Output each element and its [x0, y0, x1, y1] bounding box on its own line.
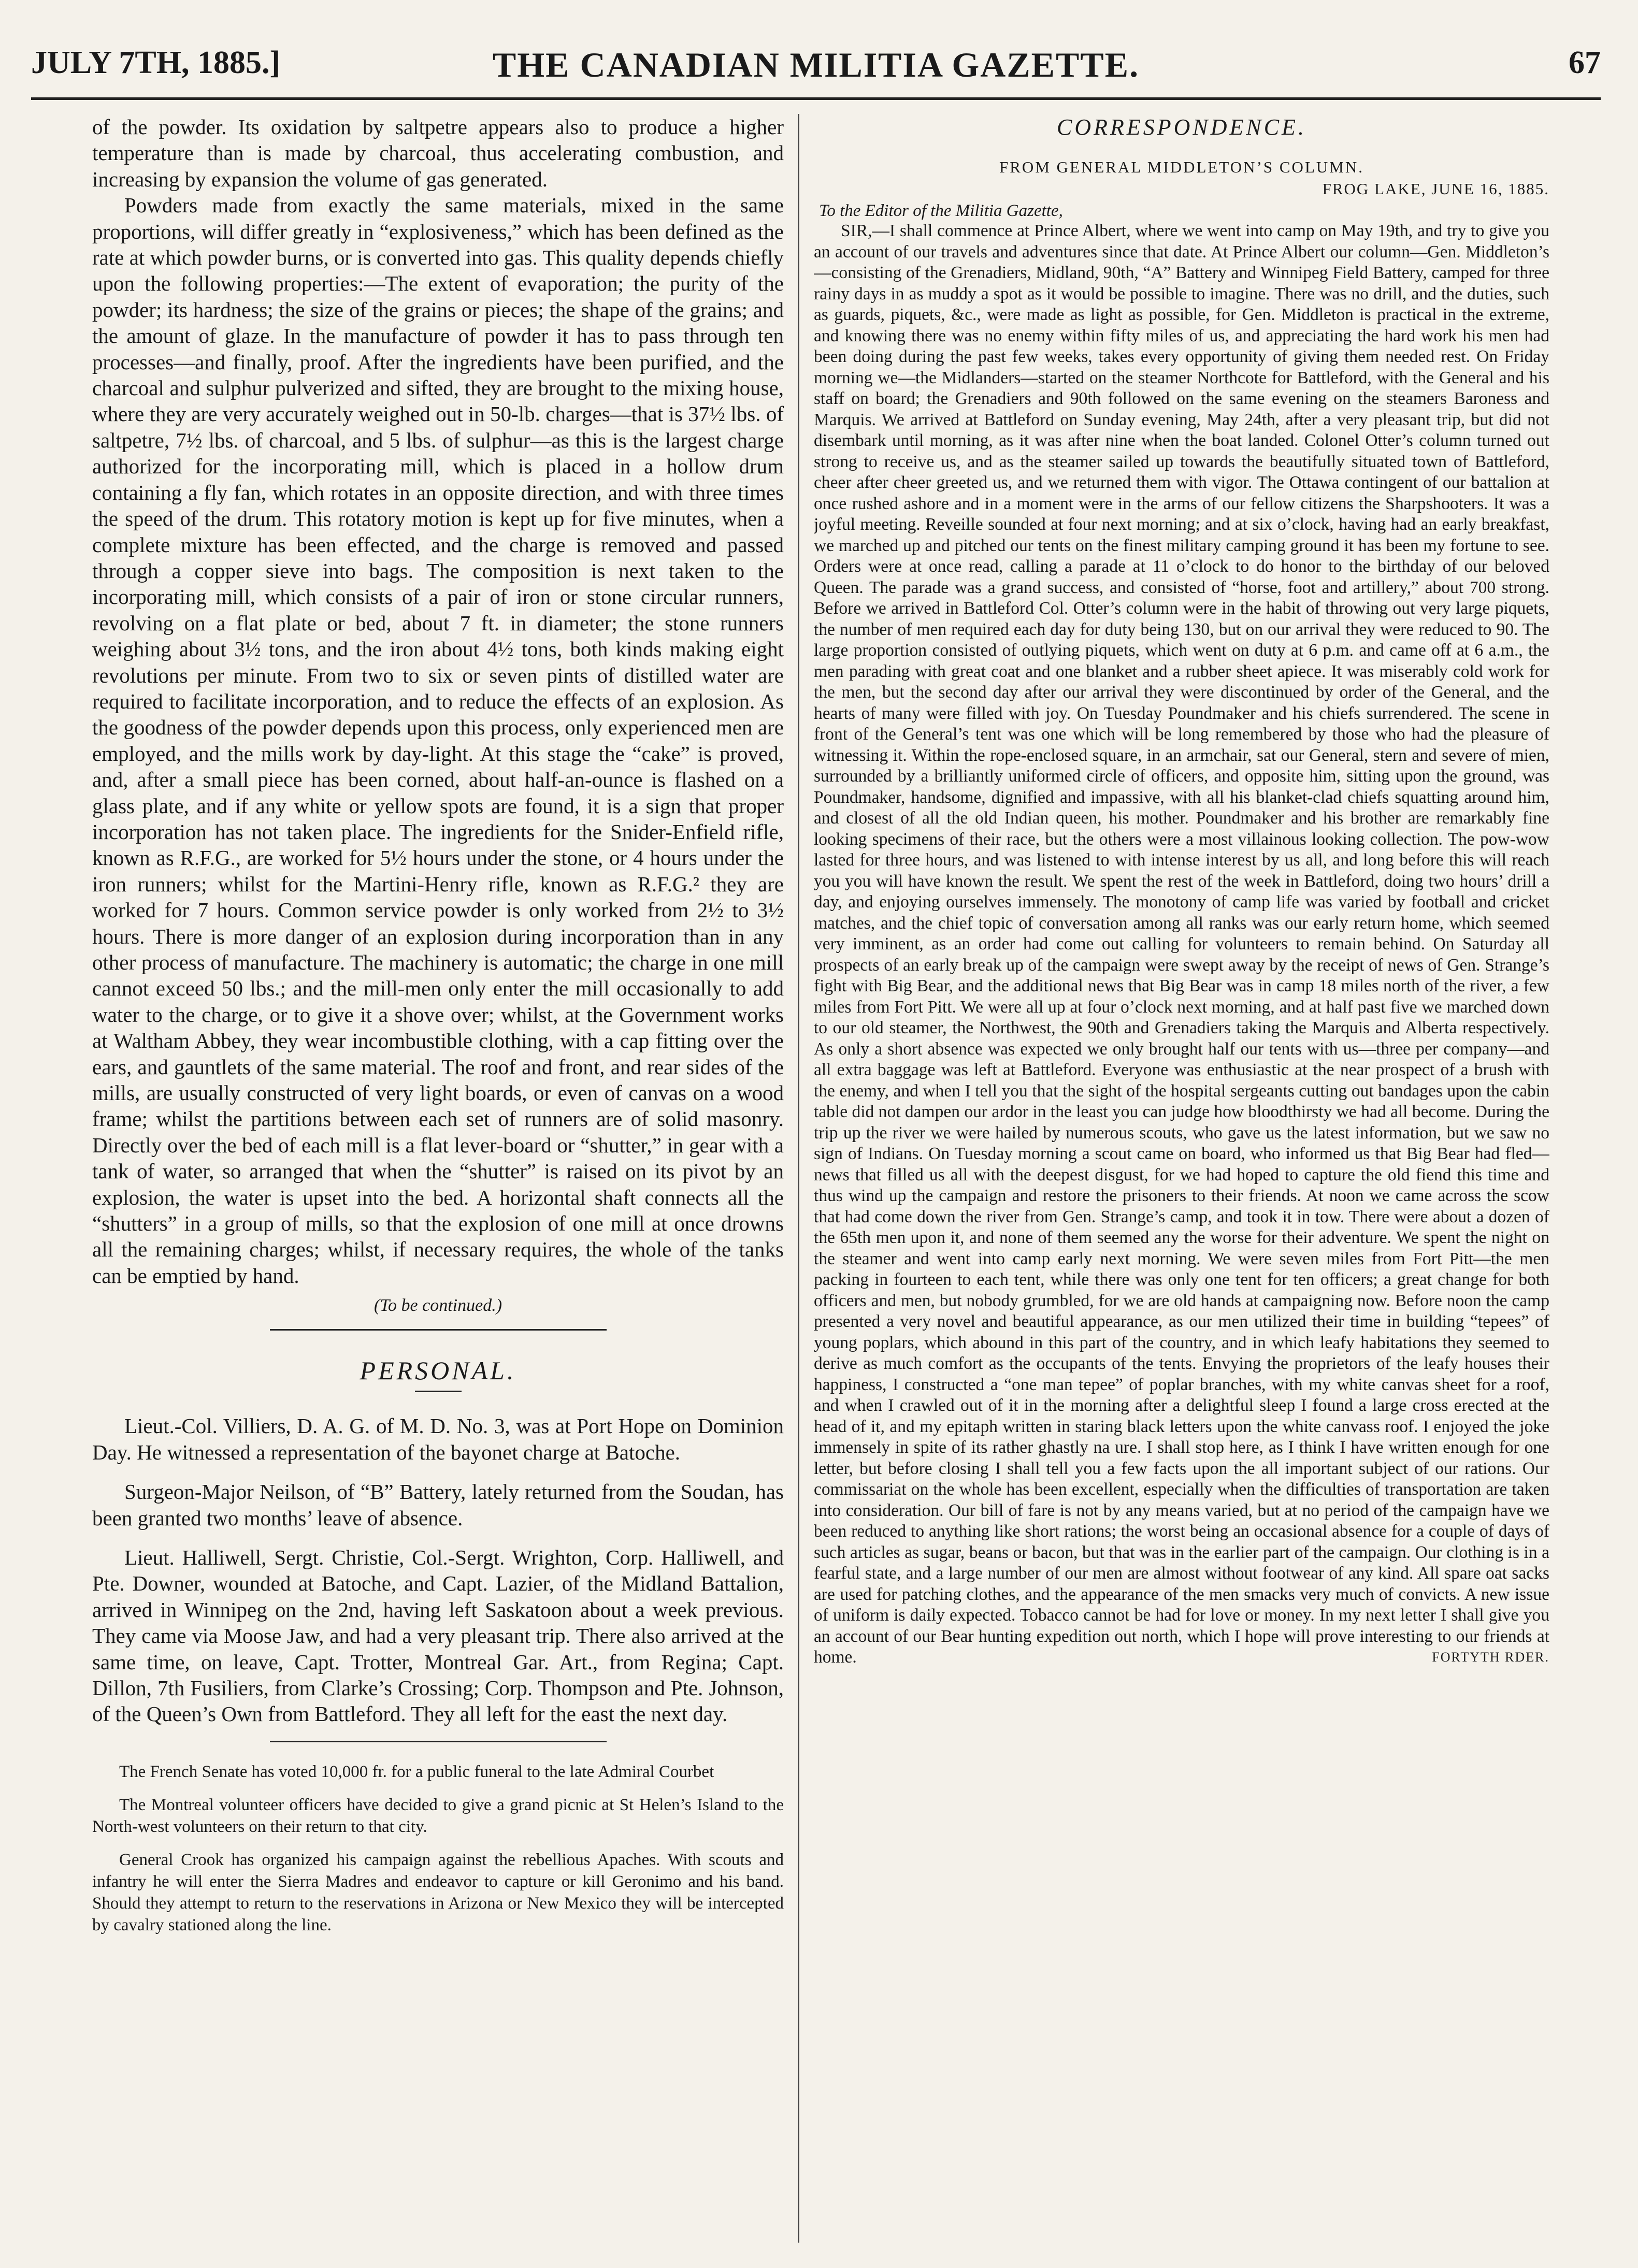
continued-note: (To be continued.)	[373, 1296, 502, 1316]
personal-item: Lieut. Halliwell, Sergt. Christie, Col.-Sergt. Wrighton, Corp. Halliwell, and Pte. Downer, wounded at Batoche, and Capt. Lazier, of the Midland Battalion, arrived in Winnipeg on the 2nd, having left Saskatoon about a week previous. They came via Moose Jaw, and had a very pleasant trip. There also arrived at the same time, on leave, Capt. Trotter, Montreal Gar. Art., from Regina; Capt. Dillon, 7th Fusiliers, from Clarke’s Crossing; Corp. Thompson and Pte. Johnson, of the Queen’s Own from Battleford. They all left for the east the next day.	[92, 1545, 784, 1726]
letter-dateline: FROG LAKE, JUNE 16, 1885.	[1322, 180, 1549, 198]
masthead-rule	[31, 97, 1601, 100]
letter-text: SIR,—I shall commence at Prince Albert, where we went into camp on May 19th, and try to give you an account of our travels and adventures since that date. At Prince Albert our column—Gen. Middleton’s—consisting of the Grenadiers, Midland, 90th, “A” Battery and Winnipeg Field Battery, camped for three rainy days in as muddy a spot as it would be possible to imagine. There was no drill, and the duties, such as guards, piquets, &c., were made as light as possible, for Gen. Middleton is practical in the extreme, and knowing there was no enemy within fifty miles of us, and appreciating the hard work his men had been doing during the past few weeks, takes every opportunity of giving them needed rest. On Friday morning we—the Midlanders—started on the steamer Northcote for Battleford, with the General and his staff on board; the Grenadiers and 90th followed on the same evening on the steamers Baroness and Marquis. We arrived at Battleford on Sunday evening, May 24th, after a very pleasant trip, but did not disembark until morning, as it was after nine when the boat landed. Colonel Otter’s column turned out strong to receive us, and as the steamer sailed up towards the beautifully situated town of Battleford, cheer after cheer greeted us, and we returned them with vigor. The Ottawa contingent of our battalion at once rushed ashore and in a moment were in the arms of our fellow citizens the Sharpshooters. It was a joyful meeting. Reveille sounded at four next morning; and at six o’clock, having had an early breakfast, we marched up and pitched our tents on the finest military camping ground it has been my fortune to see. Orders were at once read, calling a parade at 11 o’clock to do honor to the birthday of our beloved Queen. The parade was a grand success, and consisted of “horse, foot and artillery,” about 700 strong. Before we arrived in Battleford Col. Otter’s column were in the habit of throwing out very large piquets, the number of men required each day for duty being 130, but on our arrival they were reduced to 90. The large proportion consisted of outlying piquets, which went on duty at 6 p.m. and came off at 6 a.m., the men parading with great coat and one blanket and a rubber sheet apiece. It was miserably cold work for the men, but the second day after our arrival they were discontinued by order of the General, and the hearts of many were filled with joy. On Tuesday Poundmaker and his chiefs surrendered. The scene in front of the General’s tent was one which will be long remembered by those who had the pleasure of witnessing it. Within the rope-enclosed square, in an armchair, sat our General, stern and severe of mien, surrounded by a brilliantly uniformed circle of officers, and opposite him, sitting upon the ground, was Poundmaker, handsome, dignified and impassive, with all his blanket-clad chiefs squatting around him, and closest of all the old Indian queen, his mother. Poundmaker and his brother are remarkably fine looking specimens of their race, but the others were a most villainous looking collection. The pow-wow lasted for three hours, and was listened to with intense interest by us all, and long before this will reach you you will have known the result. We spent the rest of the week in Battleford, doing two hours’ drill a day, and enjoying ourselves immensely. The monotony of camp life was varied by football and cricket matches, and the chief topic of conversation among all ranks was our early return home, which seemed very imminent, as an order had come out calling for volunteers to remain behind. On Saturday all prospects of an early break up of the campaign were swept away by the receipt of news of Gen. Strange’s fight with Big Bear, and the additional news that Big Bear was in camp 18 miles north of the river, a few miles from Fort Pitt. We were all up at four o’clock next morning, and at half past five we marched down to our old steamer, the Northwest, the 90th and Grenadiers taking the Marquis and Alberta respectively. As only a short absence was expected we only brought half our tents with us—three per company—and all extra baggage was left at Battleford. Everyone was enthusiastic at the near prospect of a brush with the enemy, and when I tell you that the sight of the hospital sergeants cutting out bandages upon the cabin table did not dampen our ardor in the least you can judge how bloodthirsty we had all become. During the trip up the river we were hailed by numerous scouts, who gave us the latest information, but we saw no sign of Indians. On Tuesday morning a scout came on board, who informed us that Big Bear had fled—news that filled us all with the deepest disgust, for we had hoped to capture the old fiend this time and thus wind up the campaign and restore the prisoners to their friends. At noon we came across the scow that had come down the river from Gen. Strange’s camp, and took it in tow. There were about a dozen of the 65th men upon it, and none of them seemed any the worse for their adventure. We spent the night on the steamer and went into camp early next morning. We were seven miles from Fort Pitt—the men packing in fourteen to each tent, while there was only one tent for ten officers; a great change for both officers and men, but nobody grumbled, for we are old hands at campaigning now. Before noon the camp presented a very novel and beautiful appearance, as our men utilized their time in building “tepees” of young poplars, which abound in this part of the country, and in which leafy habitations they seemed to derive as much comfort as the occupants of the tents. Envying the proprietors of the leafy houses their happiness, I constructed a “one man tepee” of poplar branches, with my white canvas sheet for a roof, and when I crawled out of it in the morning after a delightful sleep I found a large cross erected at the head of it, and my epitaph written in staring black letters upon the white canvass roof. I enjoyed the joke immensely in spite of its rather ghastly na ure. I shall stop here, as I think I have written enough for one letter, but before closing I shall tell you a few facts upon the all important subject of our rations. Our commissariat on the whole has been excellent, especially when the difficulties of transportation are taken into consideration. Our bill of fare is not by any means varied, but at no period of the campaign have we been reduced to anything like short rations; the worst being an occasional absence for a couple of days of such articles as sugar, beans or bacon, but that was in the earlier part of the campaign. Our clothing is in a fearful state, and a large number of our men are almost without footwear of any kind. All spare oat sacks are used for patching clothes, and the appearance of the men smacks very much of convicts. A new issue of uniform is daily expected. Tobacco cannot be had for love or money. In my next letter I shall give you an account of our Bear hunting expedition out north, which I hope will prove interesting to our friends at home.	[814, 221, 1549, 1667]
letter-signature: FORTYTH RDER.	[1432, 1650, 1549, 1665]
personal-item: Lieut.-Col. Villiers, D. A. G. of M. D. No. 3, was at Port Hope on Dominion Day. He witnessed a representation of the bayonet charge at Batoche.	[92, 1414, 784, 1464]
personal-item: Surgeon-Major Neilson, of “B” Battery, lately returned from the Soudan, has been granted two months’ leave of absence.	[92, 1480, 784, 1530]
section-rule	[270, 1329, 607, 1331]
letter-subheading: FROM GENERAL MIDDLETON’S COLUMN.	[999, 158, 1364, 176]
right-column	[814, 114, 1549, 2258]
issue-date: JULY 7TH, 1885.]	[31, 45, 281, 80]
article-paragraph: Powders made from exactly the same materials, mixed in the same proportions, will differ greatly in “explosiveness,” which has been defined as the rate at which powder burns, or is converted into gas. This quality depends chiefly upon the following properties:—The extent of evaporation; the purity of the powder; its hardness; the size of the grains or pieces; the shape of the grains; and the amount of glaze. In the manufacture of powder it has to pass through ten processes—and finally, proof. After the ingredients have been purified, and the charcoal and sulphur pulverized and sifted, they are brought to the mixing house, where they are very accurately weighed out in 50-lb. charges—that is 37½ lbs. of saltpetre, 7½ lbs. of charcoal, and 5 lbs. of sulphur—as this is the largest charge authorized for the incorporating mill, which is placed in a hollow drum containing a fly fan, which rotates in an opposite direction, and with three times the speed of the drum. This rotatory motion is kept up for five minutes, when a complete mixture has been effected, and the charge is removed and passed through a copper sieve into bags. The composition is next taken to the incorporating mill, which consists of a pair of iron or stone circular runners, revolving on a flat plate or bed, about 7 ft. in diameter; the stone runners weighing about 3½ tons, and the iron about 4½ tons, both kinds making eight revolutions per minute. From two to six or seven pints of distilled water are required to facilitate incorporation, and to reduce the effects of an explosion. As the goodness of the powder depends upon this process, only experienced men are employed, and the mills work by day-light. At this stage the “cake” is proved, and, after a small piece has been corned, about half-an-ounce is flashed on a glass plate, and if any white or yellow spots are found, it is a sign that proper incorporation has not taken place. The ingredients for the Snider-Enfield rifle, known as R.F.G., are worked for 5½ hours under the stone, or 4 hours under the iron runners; whilst for the Martini-Henry rifle, known as R.F.G.² they are worked for 7 hours. Common service powder is only worked from 2½ to 3½ hours. There is more danger of an explosion during incorporation than in any other process of manufacture. The machinery is automatic; the charge in one mill cannot exceed 50 lbs.; and the mill-men only enter the mill occasionally to add water to the charge, or to give it a shove over; whilst, at the Government works at Waltham Abbey, they wear incombustible clothing, with a cap fitting over the ears, and gauntlets of the same material. The roof and front, and rear sides of the mills, are usually constructed of very light boards, or even of canvas on a wood frame; whilst the partitions between each set of runners are of solid masonry. Directly over the bed of each mill is a flat lever-board or “shutter,” in gear with a tank of water, so arranged that when the “shutter” is raised on its pivot by an explosion, the water is upset into the bed. A horizontal shaft connects all the “shutters” in a group of mills, so that the explosion of one mill at once drowns all the remaining charges; whilst, if necessary requires, the whole of the tanks can be emptied by hand.	[92, 193, 784, 1288]
news-note: The Montreal volunteer officers have decided to give a grand picnic at St Helen’s Island to the North-west volunteers on their return to that city.	[92, 1795, 784, 1836]
news-note: General Crook has organized his campaign against the rebellious Apaches. With scouts and infantry he will enter the Sierra Madres and endeavor to capture or kill Geronimo and his band. Should they attempt to return to the reservations in Arizona or New Mexico they will be intercepted by cavalry stationed along the line.	[92, 1850, 784, 1934]
masthead	[31, 35, 1601, 97]
letter-salutation: To the Editor of the Militia Gazette,	[819, 201, 1063, 220]
page-number: 67	[1569, 45, 1601, 80]
newspaper-title: THE CANADIAN MILITIA GAZETTE.	[492, 45, 1140, 84]
article-paragraph: of the powder. Its oxidation by saltpetre appears also to produce a higher temperature than is made by charcoal, thus accelerating combustion, and increasing by expansion the volume of gas generated.	[92, 115, 784, 191]
personal-heading: PERSONAL.	[360, 1356, 516, 1385]
letter-body	[814, 221, 1549, 1668]
news-note: The French Senate has voted 10,000 fr. for a public funeral to the late Admiral Courbet	[119, 1762, 714, 1781]
section-rule	[270, 1741, 607, 1742]
heading-rule	[415, 1391, 462, 1392]
left-column	[92, 114, 784, 2237]
column-divider	[798, 114, 799, 2243]
correspondence-heading: CORRESPONDENCE.	[1057, 114, 1306, 140]
